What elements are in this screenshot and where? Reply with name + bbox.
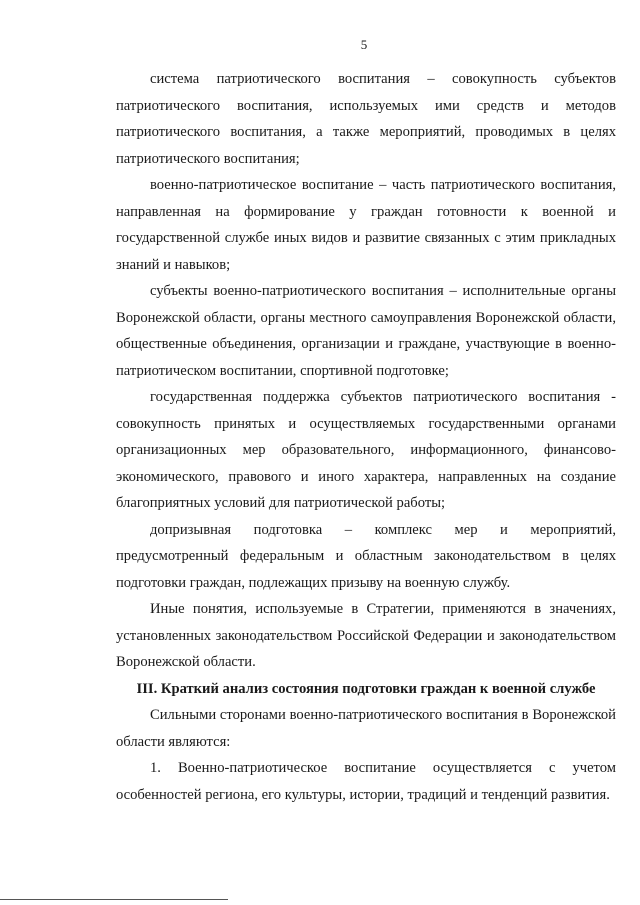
paragraph-state-support: государственная поддержка субъектов патриотического воспитания - совокупность принятых и осуществляемых государственными органами организационных мер образовательного, информационного, финансово-экономического, правового и иного характера, направленных на создание благоприятных условий для патриотической работы;: [116, 389, 616, 511]
paragraph-strength-item-1: 1. Военно-патриотическое воспитание осуществляется с учетом особенностей региона, его культуры, истории, традиций и тенденций развития.: [116, 760, 616, 803]
paragraph-strengths-intro: Сильными сторонами военно-патриотического воспитания в Воронежской области являются:: [116, 707, 616, 750]
footer-divider: [0, 899, 228, 900]
paragraph-other-terms: Иные понятия, используемые в Стратегии, применяются в значениях, установленных законодательством Российской Федерации и законодательством Воронежской области.: [116, 601, 616, 670]
page-number: 5: [360, 37, 368, 52]
paragraph-patriotic-education-system: система патриотического воспитания – совокупность субъектов патриотического воспитания, используемых ими средств и методов патриотического воспитания, а также мероприятий, проводимых в целях патриотического воспитания;: [116, 71, 616, 167]
paragraph-pre-conscription-training: допризывная подготовка – комплекс мер и мероприятий, предусмотренный федеральным и областным законодательством в целях подготовки граждан, подлежащих призыву на военную службу.: [116, 521, 616, 591]
paragraph-military-patriotic-education: военно-патриотическое воспитание – часть патриотического воспитания, направленная на формирование у граждан готовности к военной и государственной службе иных видов и развитие связанных с этим прикладных знаний и навыков;: [116, 177, 616, 273]
document-body: [116, 66, 616, 808]
paragraph-education-subjects: субъекты военно-патриотического воспитания – исполнительные органы Воронежской области, органы местного самоуправления Воронежской области, общественные объединения, организации и граждане, участвующие в военно-патриотическом воспитании, спортивной подготовке;: [116, 283, 616, 379]
section-heading: III. Краткий анализ состояния подготовки граждан к военной службе: [136, 680, 596, 697]
